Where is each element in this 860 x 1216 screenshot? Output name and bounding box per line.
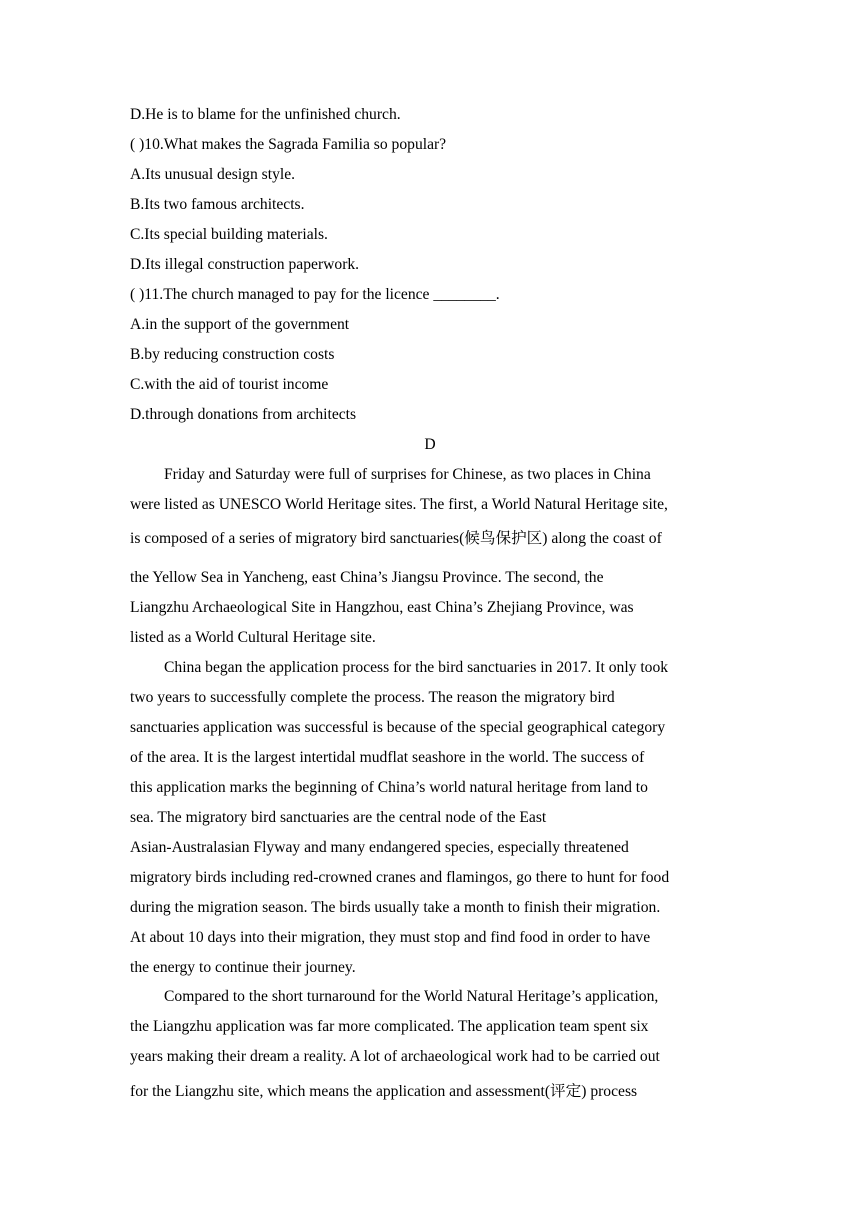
passage-line: this application marks the beginning of China’s world natural heritage from land to (130, 779, 648, 796)
passage-line: of the area. It is the largest intertidal mudflat seashore in the world. The success of (130, 749, 645, 766)
passage-line: migratory birds including red-crowned cranes and flamingos, go there to hunt for food (130, 869, 670, 886)
passage-line: the Yellow Sea in Yancheng, east China’s Jiangsu Province. The second, the (130, 569, 604, 586)
passage-line: two years to successfully complete the process. The reason the migratory bird (130, 689, 615, 706)
passage-line: were listed as UNESCO World Heritage sites. The first, a World Natural Heritage site, (130, 496, 668, 513)
q11-option-a: A.in the support of the government (130, 316, 350, 333)
passage-line: sanctuaries application was successful is because of the special geographical category (130, 719, 666, 736)
passage-line: At about 10 days into their migration, they must stop and find food in order to have (130, 929, 651, 946)
passage-line: is composed of a series of migratory bird sanctuaries(候鸟保护区) along the coast of (130, 530, 662, 547)
passage-heading: D (424, 436, 436, 453)
passage-line: during the migration season. The birds usually take a month to finish their migration. (130, 899, 661, 916)
passage-line: Liangzhu Archaeological Site in Hangzhou, east China’s Zhejiang Province, was (130, 599, 634, 616)
passage-line: listed as a World Cultural Heritage site. (130, 629, 376, 646)
passage-line: the Liangzhu application was far more complicated. The application team spent six (130, 1018, 649, 1035)
q11-option-c: C.with the aid of tourist income (130, 376, 329, 393)
passage-line: sea. The migratory bird sanctuaries are the central node of the East (130, 809, 547, 826)
passage-line: Compared to the short turnaround for the World Natural Heritage’s application, (164, 988, 659, 1005)
q11-stem: ( )11.The church managed to pay for the licence ________. (130, 286, 500, 303)
passage-line: the energy to continue their journey. (130, 959, 356, 976)
passage-line: Asian-Australasian Flyway and many endangered species, especially threatened (130, 839, 629, 856)
q10-option-d: D.Its illegal construction paperwork. (130, 256, 360, 273)
passage-line: China began the application process for the bird sanctuaries in 2017. It only took (164, 659, 669, 676)
q11-option-b: B.by reducing construction costs (130, 346, 335, 363)
passage-line: years making their dream a reality. A lot of archaeological work had to be carried out (130, 1048, 660, 1065)
q9-option-d: D.He is to blame for the unfinished church. (130, 106, 401, 123)
q10-option-b: B.Its two famous architects. (130, 196, 305, 213)
passage-line: for the Liangzhu site, which means the application and assessment(评定) process (130, 1083, 638, 1100)
passage-line: Friday and Saturday were full of surprises for Chinese, as two places in China (164, 466, 651, 483)
q11-option-d: D.through donations from architects (130, 406, 357, 423)
q10-stem: ( )10.What makes the Sagrada Familia so popular? (130, 136, 447, 153)
q10-option-c: C.Its special building materials. (130, 226, 328, 243)
q10-option-a: A.Its unusual design style. (130, 166, 296, 183)
